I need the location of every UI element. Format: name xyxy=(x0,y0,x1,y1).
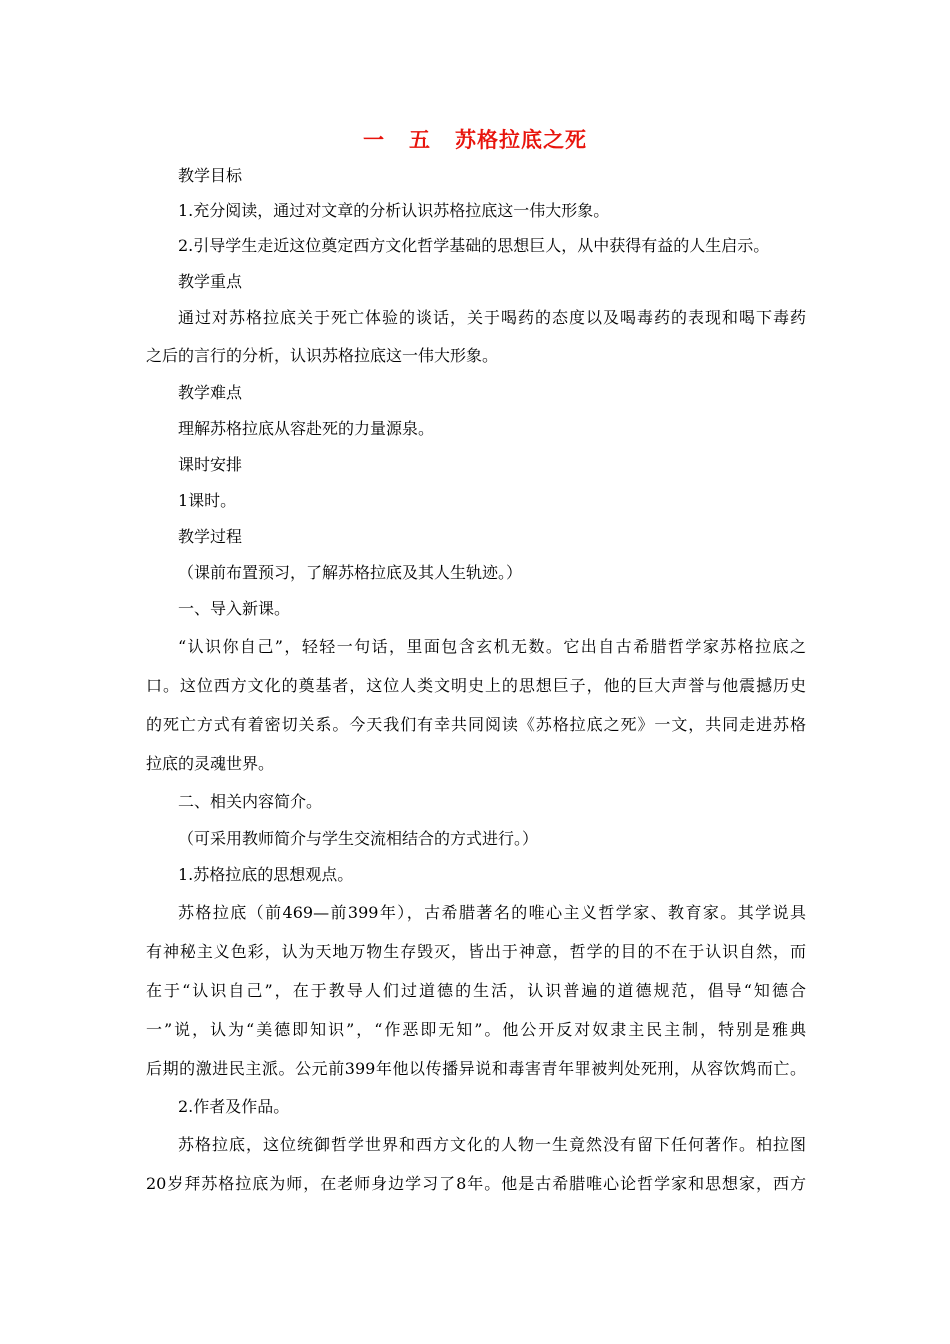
subsection-heading: 1.苏格拉底的思想观点。 xyxy=(178,865,354,884)
section-heading-process: 教学过程 xyxy=(178,527,243,546)
paragraph-line: 有神秘主义色彩，认为天地万物生存毁灭，皆出于神意，哲学的目的不在于认识自然，而 xyxy=(146,942,806,961)
paragraph-line: 之后的言行的分析，认识苏格拉底这一伟大形象。 xyxy=(146,346,499,365)
paragraph-line: 理解苏格拉底从容赴死的力量源泉。 xyxy=(178,419,435,438)
title-number-five: 五 xyxy=(409,127,431,152)
paragraph-line: （可采用教师简介与学生交流相结合的方式进行。） xyxy=(178,829,539,848)
section-heading-objectives: 教学目标 xyxy=(178,166,243,185)
paragraph-line: 拉底的灵魂世界。 xyxy=(146,754,275,773)
section-heading-difficulties: 教学难点 xyxy=(178,383,243,402)
paragraph-line: “认识你自己”，轻轻一句话，里面包含玄机无数。它出自古希腊哲学家苏格拉底之 xyxy=(178,637,806,656)
paragraph-line: 口。这位西方文化的奠基者，这位人类文明史上的思想巨子，他的巨大声誉与他震撼历史 xyxy=(146,676,806,695)
paragraph-line: 苏格拉底（前469—前399年），古希腊著名的唯心主义哲学家、教育家。其学说具 xyxy=(178,903,806,922)
subsection-heading: 2.作者及作品。 xyxy=(178,1097,290,1116)
title-number-one: 一 xyxy=(363,127,385,152)
section-heading-schedule: 课时安排 xyxy=(178,455,243,474)
title-text: 苏格拉底之死 xyxy=(455,127,587,152)
paragraph-line: 苏格拉底，这位统御哲学世界和西方文化的人物一生竟然没有留下任何著作。柏拉图 xyxy=(178,1135,806,1154)
paragraph-line: 一”说，认为“美德即知识”，“作恶即无知”。他公开反对奴隶主民主制，特别是雅典 xyxy=(146,1020,806,1039)
paragraph-line: 通过对苏格拉底关于死亡体验的谈话，关于喝药的态度以及喝毒药的表现和喝下毒药 xyxy=(178,308,806,327)
page-title xyxy=(0,124,950,154)
paragraph-line: 2.引导学生走近这位奠定西方文化哲学基础的思想巨人，从中获得有益的人生启示。 xyxy=(178,236,770,255)
paragraph-line: （课前布置预习，了解苏格拉底及其人生轨迹。） xyxy=(178,563,523,582)
paragraph-line: 20岁拜苏格拉底为师，在老师身边学习了8年。他是古希腊唯心论哲学家和思想家，西方 xyxy=(146,1174,806,1193)
paragraph-line: 1.充分阅读，通过对文章的分析认识苏格拉底这一伟大形象。 xyxy=(178,201,610,220)
section-heading-key-points: 教学重点 xyxy=(178,272,243,291)
paragraph-line: 后期的激进民主派。公元前399年他以传播异说和毒害青年罪被判处死刑，从容饮鸩而亡。 xyxy=(146,1059,806,1078)
paragraph-line: 的死亡方式有着密切关系。今天我们有幸共同阅读《苏格拉底之死》一文，共同走进苏格 xyxy=(146,715,806,734)
paragraph-line: 在于“认识自己”，在于教导人们过道德的生活，认识普遍的道德规范，倡导“知德合 xyxy=(146,981,806,1000)
paragraph-line: 1课时。 xyxy=(178,491,237,510)
subsection-heading: 二、相关内容简介。 xyxy=(178,792,323,811)
subsection-heading: 一、导入新课。 xyxy=(178,599,291,618)
